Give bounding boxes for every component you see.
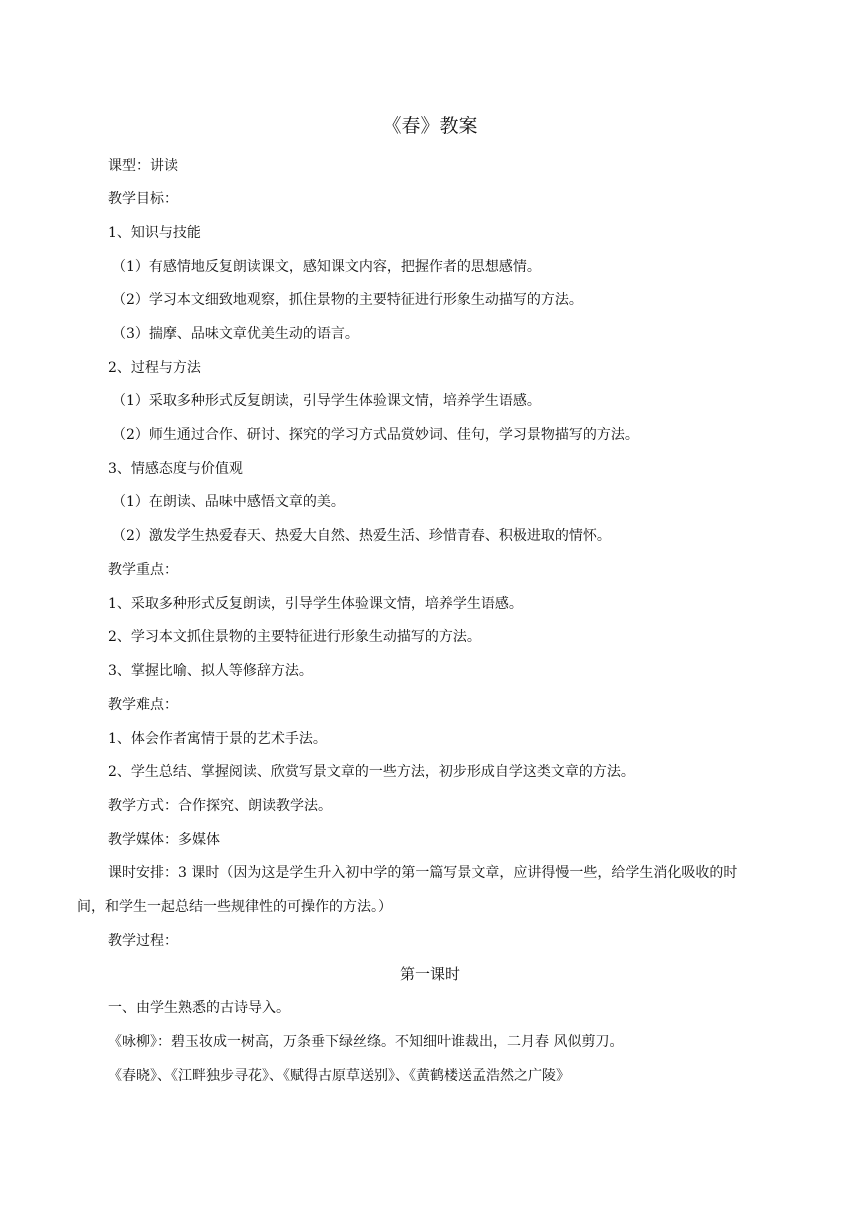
objective-item: （1）有感情地反复朗读课文，感知课文内容，把握作者的思想感情。 — [112, 259, 541, 275]
lesson-type: 课型：讲读 — [108, 158, 178, 174]
objective-item: （2）师生通过合作、研讨、探究的学习方式品赏妙词、佳句，学习景物描写的方法。 — [112, 427, 639, 443]
process-heading: 教学过程： — [108, 933, 178, 949]
objective-emotion-heading: 3、情感态度与价值观 — [108, 461, 243, 477]
objective-item: （1）采取多种形式反复朗读，引导学生体验课文情，培养学生语感。 — [112, 393, 541, 409]
schedule-line: 课时安排：3 课时（因为这是学生升入初中学的第一篇写景文章，应讲得慢一些，给学生消化吸收的时 — [108, 865, 738, 881]
key-point-item: 2、学习本文抓住景物的主要特征进行形象生动描写的方法。 — [108, 629, 481, 645]
objective-item: （3）揣摩、品味文章优美生动的语言。 — [112, 326, 359, 342]
poem-titles: 《春晓》、《江畔独步寻花》、《赋得古原草送别》、《黄鹤楼送孟浩然之广陵》 — [108, 1068, 570, 1084]
difficulty-item: 2、学生总结、掌握阅读、欣赏写景文章的一些方法，初步形成自学这类文章的方法。 — [108, 764, 635, 780]
schedule-line-continued: 间，和学生一起总结一些规律性的可操作的方法。） — [77, 899, 392, 915]
step-heading: 一、由学生熟悉的古诗导入。 — [108, 1000, 290, 1016]
key-point-item: 1、采取多种形式反复朗读，引导学生体验课文情，培养学生语感。 — [108, 596, 523, 612]
section-title: 第一课时 — [399, 965, 460, 983]
key-point-item: 3、掌握比喻、拟人等修辞方法。 — [108, 663, 313, 679]
document-title: 《春》教案 — [382, 115, 478, 137]
objective-process-heading: 2、过程与方法 — [108, 360, 201, 376]
objective-knowledge-heading: 1、知识与技能 — [108, 225, 201, 241]
objective-item: （2）激发学生热爱春天、热爱大自然、热爱生活、珍惜青春、积极进取的情怀。 — [112, 528, 611, 544]
difficulties-heading: 教学难点： — [108, 697, 178, 713]
objective-item: （2）学习本文细致地观察，抓住景物的主要特征进行形象生动描写的方法。 — [112, 292, 583, 308]
difficulty-item: 1、体会作者寓情于景的艺术手法。 — [108, 731, 327, 747]
poem-line: 《咏柳》：碧玉妆成一树高，万条垂下绿丝绦。不知细叶谁裁出，二月春 风似剪刀。 — [108, 1034, 624, 1050]
objectives-heading: 教学目标： — [108, 191, 178, 207]
teaching-media: 教学媒体：多媒体 — [108, 832, 220, 848]
key-points-heading: 教学重点： — [108, 562, 178, 578]
objective-item: （1）在朗读、品味中感悟文章的美。 — [112, 494, 345, 510]
teaching-method: 教学方式：合作探究、朗读教学法。 — [108, 798, 332, 814]
